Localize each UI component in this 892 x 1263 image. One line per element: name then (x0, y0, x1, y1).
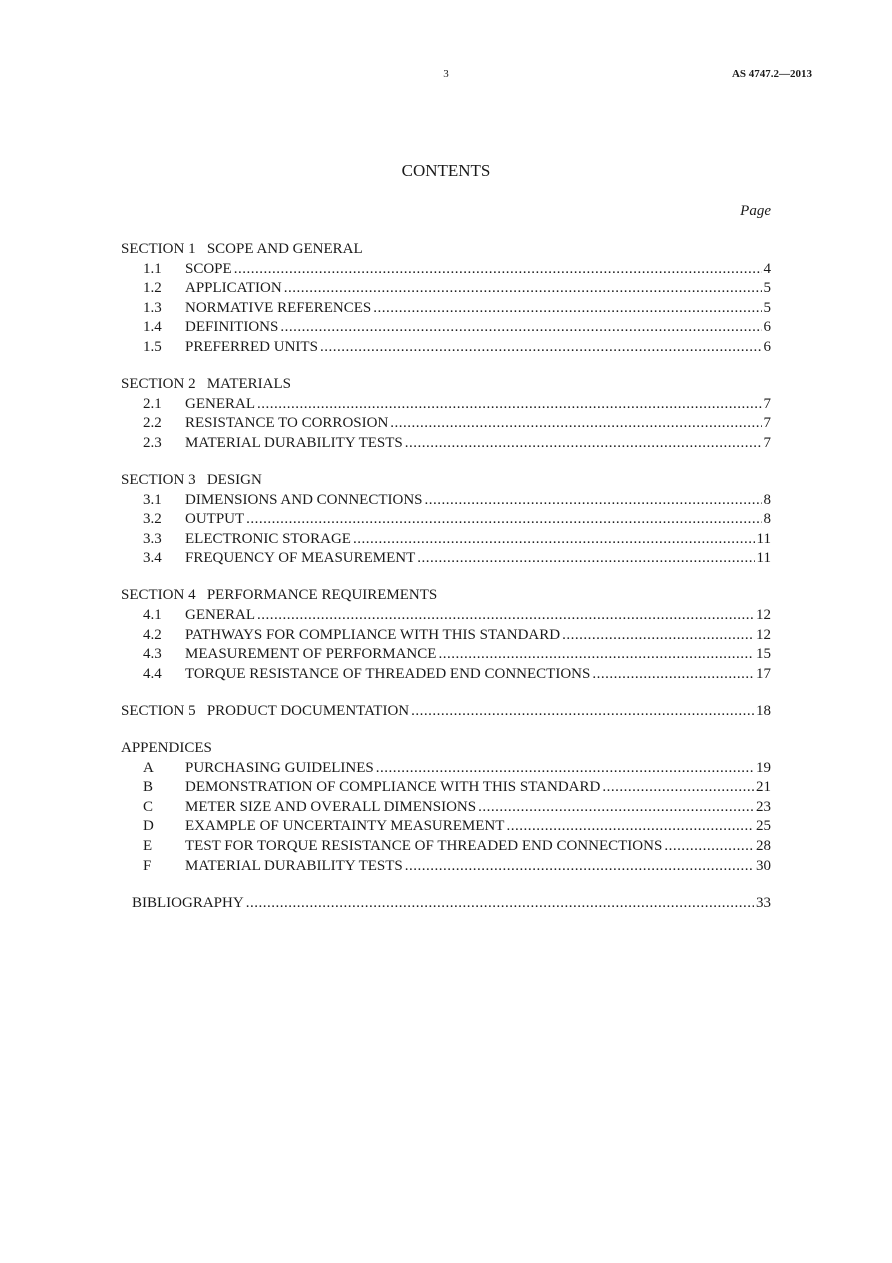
entry-number: 2.3 (143, 434, 162, 451)
toc-entry[interactable] (121, 606, 771, 626)
dot-leader (602, 778, 754, 798)
entry-title: GENERAL (185, 395, 255, 412)
entry-title: PREFERRED UNITS (185, 338, 318, 355)
entry-title: TEST FOR TORQUE RESISTANCE OF THREADED END CONNECTIONS (185, 837, 663, 854)
entry-page: 5 (763, 299, 771, 316)
section-heading (121, 739, 771, 759)
entry-title: APPLICATION (185, 280, 282, 297)
entry-title: TORQUE RESISTANCE OF THREADED END CONNECTIONS (185, 665, 591, 682)
entry-number: 1.2 (143, 280, 162, 297)
section-heading (121, 375, 771, 395)
dot-leader (506, 817, 754, 837)
toc-entry[interactable] (121, 759, 771, 779)
entry-title: BIBLIOGRAPHY (132, 894, 244, 911)
entry-page: 18 (756, 702, 771, 719)
toc-entry[interactable] (121, 338, 771, 358)
entry-title: METER SIZE AND OVERALL DIMENSIONS (185, 798, 477, 815)
entry-page: 25 (756, 818, 771, 835)
dot-leader (405, 857, 754, 877)
section-label: SECTION 1 SCOPE AND GENERAL (121, 241, 363, 257)
entry-page: 11 (756, 530, 771, 547)
entry-title: PATHWAYS FOR COMPLIANCE WITH THIS STANDARD (185, 626, 561, 643)
entry-page: 6 (763, 319, 771, 336)
entry-title: EXAMPLE OF UNCERTAINTY MEASUREMENT (185, 818, 505, 835)
entry-page: 19 (756, 759, 771, 776)
entry-page: 17 (756, 665, 771, 682)
toc-entry[interactable] (121, 549, 771, 569)
entry-number: 3.1 (143, 491, 162, 508)
dot-leader (257, 395, 762, 415)
dot-leader (411, 702, 754, 722)
entry-number: 1.5 (143, 338, 162, 355)
dot-leader (390, 414, 761, 434)
toc-entry[interactable] (121, 645, 771, 665)
section-heading (121, 471, 771, 491)
entry-title: FREQUENCY OF MEASUREMENT (185, 550, 416, 567)
toc-entry[interactable] (121, 434, 771, 454)
entry-number: 4.2 (143, 626, 162, 643)
entry-page: 15 (756, 646, 771, 663)
toc-entry-bibliography[interactable] (121, 894, 771, 914)
dot-leader (376, 759, 754, 779)
entry-title: GENERAL (185, 607, 255, 623)
dot-leader (246, 510, 761, 530)
toc-entry[interactable] (121, 491, 771, 511)
entry-number: 3.4 (143, 550, 162, 567)
page-column-label: Page (740, 203, 771, 219)
dot-leader (373, 299, 761, 319)
entry-title: DEFINITIONS (185, 319, 279, 336)
dot-leader (234, 260, 762, 280)
section-heading (121, 586, 771, 606)
dot-leader (438, 645, 754, 665)
entry-title: SCOPE (185, 260, 232, 277)
section-label: SECTION 3 DESIGN (121, 471, 262, 488)
entry-title: MATERIAL DURABILITY TESTS (185, 857, 403, 874)
entry-title: SECTION 5 PRODUCT DOCUMENTATION (121, 702, 410, 719)
section-label: SECTION 4 PERFORMANCE REQUIREMENTS (121, 587, 438, 604)
document-id: AS 4747.2—2013 (731, 68, 812, 80)
entry-number: 1.4 (143, 319, 162, 336)
entry-number: E (143, 837, 153, 854)
entry-title: DIMENSIONS AND CONNECTIONS (185, 491, 423, 508)
entry-page: 21 (756, 779, 771, 796)
entry-page: 12 (756, 607, 771, 623)
entry-title: PURCHASING GUIDELINES (185, 759, 374, 776)
entry-page: 28 (756, 837, 771, 854)
toc-entry[interactable] (121, 395, 771, 415)
entry-title: ELECTRONIC STORAGE (185, 530, 351, 547)
entry-title: RESISTANCE TO CORROSION (185, 415, 389, 432)
toc-entry[interactable] (121, 778, 771, 798)
toc-entry[interactable] (121, 510, 771, 530)
entry-number: A (143, 759, 154, 776)
entry-number: C (143, 798, 154, 815)
section-label: SECTION 2 MATERIALS (121, 376, 292, 393)
entry-page: 30 (756, 857, 771, 874)
toc-entry[interactable] (121, 530, 771, 550)
dot-leader (257, 606, 754, 626)
entry-page: 4 (763, 260, 771, 277)
entry-number: 3.3 (143, 530, 162, 547)
toc-entry[interactable] (121, 318, 771, 338)
dot-leader (284, 279, 762, 299)
dot-leader (246, 894, 754, 914)
dot-leader (664, 837, 754, 857)
entry-number: F (143, 857, 152, 874)
toc-entry-section-5[interactable] (121, 702, 771, 722)
dot-leader (478, 798, 754, 818)
toc-entry[interactable] (121, 626, 771, 646)
toc-entry[interactable] (121, 665, 771, 685)
entry-number: 4.1 (143, 607, 162, 623)
toc-entry[interactable] (121, 817, 771, 837)
entry-number: 1.1 (143, 260, 162, 277)
entry-page: 6 (763, 338, 771, 355)
entry-number: D (143, 818, 154, 835)
toc-entry[interactable] (121, 279, 771, 299)
entry-number: 4.4 (143, 665, 162, 682)
entry-number: 3.2 (143, 511, 162, 528)
toc-entry[interactable] (121, 299, 771, 319)
dot-leader (562, 626, 754, 646)
toc-entry[interactable] (121, 414, 771, 434)
toc-entry[interactable] (121, 260, 771, 280)
entry-page: 33 (756, 894, 771, 911)
dot-leader (353, 530, 755, 550)
entry-number: 1.3 (143, 299, 162, 316)
entry-page: 7 (763, 434, 771, 451)
page-number: 3 (443, 68, 449, 80)
entry-title: MEASUREMENT OF PERFORMANCE (185, 646, 437, 663)
contents-heading: CONTENTS (401, 161, 491, 180)
entry-page: 8 (763, 511, 771, 528)
entry-number: 2.2 (143, 415, 162, 432)
entry-title: NORMATIVE REFERENCES (185, 299, 372, 316)
table-of-contents (121, 240, 771, 913)
entry-number: B (143, 779, 154, 796)
dot-leader (425, 491, 762, 511)
section-heading (121, 240, 771, 260)
entry-title: DEMONSTRATION OF COMPLIANCE WITH THIS STANDARD (185, 779, 601, 796)
entry-number: 2.1 (143, 395, 162, 412)
dot-leader (417, 549, 754, 569)
entry-page: 11 (756, 550, 771, 567)
entry-page: 7 (763, 415, 771, 432)
dot-leader (320, 338, 762, 358)
entry-number: 4.3 (143, 646, 162, 663)
toc-entry[interactable] (121, 857, 771, 877)
toc-entry[interactable] (121, 798, 771, 818)
entry-page: 5 (763, 280, 771, 297)
dot-leader (280, 318, 761, 338)
entry-page: 7 (763, 395, 771, 412)
entry-page: 23 (756, 798, 771, 815)
entry-title: OUTPUT (185, 511, 245, 528)
entry-title: MATERIAL DURABILITY TESTS (185, 434, 403, 451)
entry-page: 12 (756, 626, 771, 643)
toc-entry[interactable] (121, 837, 771, 857)
appendices-label: APPENDICES (121, 739, 212, 756)
dot-leader (405, 434, 762, 454)
dot-leader (592, 665, 754, 685)
entry-page: 8 (763, 491, 771, 508)
